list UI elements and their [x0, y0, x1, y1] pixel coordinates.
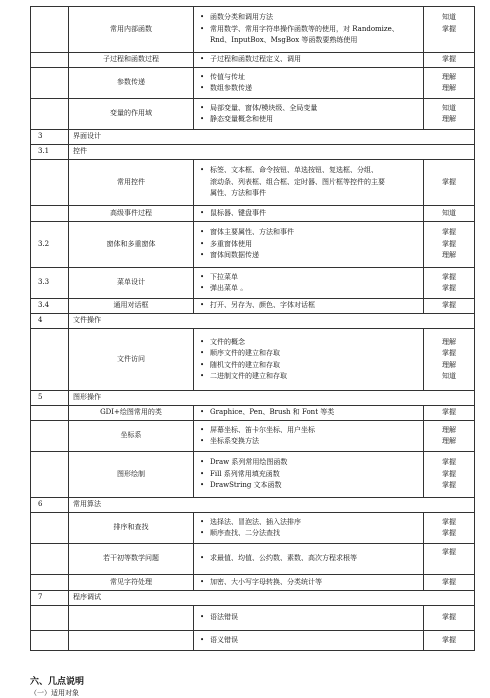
content-cell: [194, 99, 424, 130]
level-cell: [424, 160, 475, 206]
level-label: 掌握: [442, 458, 456, 467]
content-item: 二进制文件的建立和存取: [210, 372, 287, 380]
level-label: 掌握: [442, 284, 456, 292]
topic-cell: 参数传递: [69, 68, 194, 99]
row-number: 3.2: [31, 222, 69, 268]
bullet-icon: •: [200, 24, 205, 33]
subsection-heading: （一）适用对象: [30, 689, 79, 697]
level-label: 掌握: [442, 548, 456, 556]
bullet-icon: •: [200, 635, 205, 644]
bullet-icon: •: [200, 458, 205, 467]
bullet-icon: •: [200, 337, 205, 346]
level-label: 理解: [442, 337, 456, 346]
content-item: 坐标系变换方法: [210, 437, 259, 445]
level-label: 掌握: [442, 517, 456, 526]
content-cell: [194, 206, 424, 222]
content-item: 鼠标器、键盘事件: [210, 208, 266, 217]
table-row: [31, 631, 475, 651]
section-row: [31, 391, 475, 406]
level-cell: [424, 53, 475, 68]
level-label: 知道: [442, 208, 456, 217]
level-cell: [424, 606, 475, 631]
table-row: [31, 53, 475, 68]
level-label: 掌握: [442, 24, 456, 33]
content-cell: [194, 421, 424, 452]
section-row: [31, 591, 475, 606]
level-label: 理解: [442, 251, 456, 260]
topic-cell: 图形绘制: [69, 452, 194, 498]
section-title: 文件操作: [69, 314, 475, 329]
level-label: 理解: [442, 437, 456, 445]
content-item: 子过程和函数过程定义、调用: [210, 55, 301, 64]
level-cell: [424, 513, 475, 544]
content-continuation: 滚动条、列表框、组合框、定时器、图片框等控件的主要: [210, 177, 385, 186]
content-item: Draw 系列常用绘图函数: [210, 458, 288, 467]
section-number: 3.1: [31, 145, 69, 160]
level-cell: [424, 206, 475, 222]
content-item: 局部变量、窗体/模块级、全局变量: [210, 103, 318, 112]
content-item: 语义错误: [210, 635, 238, 644]
section-number: 3: [31, 130, 69, 145]
level-cell: [424, 99, 475, 130]
topic-cell: 坐标系: [69, 421, 194, 452]
level-label: 掌握: [442, 469, 456, 478]
bullet-icon: •: [200, 284, 205, 292]
level-label: 掌握: [442, 301, 456, 310]
level-cell: [424, 452, 475, 498]
syllabus-table: [30, 6, 475, 651]
content-cell: [194, 329, 424, 391]
bullet-icon: •: [200, 517, 205, 526]
section-row: [31, 145, 475, 160]
topic-cell: 若干初等数学问题: [69, 544, 194, 575]
content-item: 屏幕坐标、笛卡尔坐标、用户坐标: [210, 425, 315, 434]
content-item: 选择法、冒泡法、插入法排序: [210, 517, 301, 526]
table-row: [31, 406, 475, 421]
bullet-icon: •: [200, 529, 205, 537]
level-cell: [424, 268, 475, 299]
content-item: 求最值、均值、公约数、素数、高次方程求根等: [210, 554, 357, 563]
bullet-icon: •: [200, 408, 205, 417]
content-cell: [194, 268, 424, 299]
content-item: 弹出菜单 。: [210, 284, 248, 292]
table-row: [31, 329, 475, 391]
content-cell: [194, 452, 424, 498]
content-item: 多重窗体使用: [210, 239, 252, 248]
level-label: 理解: [442, 360, 456, 369]
bullet-icon: •: [200, 372, 205, 380]
content-continuation: Rnd、InputBox、MsgBox 等函数要熟练使用: [210, 36, 358, 45]
topic-cell: 常用控件: [69, 160, 194, 206]
topic-cell: 文件访问: [69, 329, 194, 391]
bullet-icon: •: [200, 13, 205, 22]
table-row: [31, 222, 475, 268]
table-row: [31, 452, 475, 498]
topic-cell: 窗体和多重窗体: [69, 222, 194, 268]
section-heading: 六、几点说明: [30, 677, 85, 687]
section-number: 4: [31, 314, 69, 329]
content-cell: [194, 606, 424, 631]
topic-cell: 通用对话框: [69, 299, 194, 314]
section-title: 图形操作: [69, 391, 475, 406]
level-label: 理解: [442, 115, 456, 123]
level-cell: [424, 631, 475, 651]
level-label: 掌握: [442, 529, 456, 537]
bullet-icon: •: [200, 55, 205, 64]
level-label: 掌握: [442, 177, 456, 186]
table-row: [31, 421, 475, 452]
content-item: 数组参数传递: [210, 84, 252, 92]
table-row: [31, 575, 475, 591]
level-label: 掌握: [442, 239, 456, 248]
bullet-icon: •: [200, 360, 205, 369]
bullet-icon: •: [200, 301, 205, 310]
content-cell: [194, 299, 424, 314]
level-label: 掌握: [442, 408, 456, 417]
content-item: Fill 系列常用填充函数: [210, 469, 280, 478]
content-item: 下拉菜单: [210, 272, 238, 281]
level-label: 知道: [442, 372, 456, 380]
bullet-icon: •: [200, 554, 205, 563]
topic-cell: 常用内部函数: [69, 7, 194, 53]
topic-cell: 高级事件过程: [69, 206, 194, 222]
section-number: 6: [31, 498, 69, 513]
content-item: 顺序文件的建立和存取: [210, 349, 280, 357]
content-cell: [194, 544, 424, 575]
level-cell: [424, 544, 475, 575]
bullet-icon: •: [200, 577, 205, 586]
section-title: 界面设计: [69, 130, 475, 145]
section-number: 5: [31, 391, 69, 406]
level-cell: [424, 7, 475, 53]
level-label: 掌握: [442, 577, 456, 586]
content-item: Graphice、Pen、Brush 和 Font 等类: [210, 408, 335, 417]
content-item: 顺序查找、二分法查找: [210, 529, 280, 537]
content-item: 语法错误: [210, 613, 238, 622]
level-label: 掌握: [442, 635, 456, 644]
table-row: [31, 299, 475, 314]
table-row: [31, 68, 475, 99]
bullet-icon: •: [200, 103, 205, 112]
table-row: [31, 99, 475, 130]
content-item: DrawString 文本函数: [210, 481, 282, 490]
level-label: 知道: [442, 13, 456, 22]
level-label: 掌握: [442, 55, 456, 64]
level-cell: [424, 222, 475, 268]
level-cell: [424, 406, 475, 421]
row-number: 3.3: [31, 268, 69, 299]
syllabus-page: [30, 6, 475, 651]
section-title: 程序调试: [69, 591, 475, 606]
content-item: 标签、文本框、命令按钮、单选按钮、复选框、分组、: [210, 166, 378, 175]
content-cell: [194, 406, 424, 421]
bullet-icon: •: [200, 72, 205, 81]
level-label: 理解: [442, 72, 456, 81]
bullet-icon: •: [200, 251, 205, 260]
table-row: [31, 7, 475, 53]
bullet-icon: •: [200, 613, 205, 622]
content-continuation: 属性、方法和事件: [210, 189, 266, 198]
content-item: 常用数学、常用字符串操作函数等的使用，对 Randomize、: [210, 24, 399, 33]
level-label: 理解: [442, 84, 456, 92]
content-cell: [194, 53, 424, 68]
content-cell: [194, 631, 424, 651]
content-item: 加密、大小写字母转换、分类统计等: [210, 577, 322, 586]
section-title: 常用算法: [69, 498, 475, 513]
content-item: 打开、另存为、颜色、字体对话框: [210, 301, 315, 310]
bullet-icon: •: [200, 349, 205, 357]
content-cell: [194, 222, 424, 268]
section-row: [31, 498, 475, 513]
content-item: 窗体主要属性、方法和事件: [210, 228, 294, 237]
level-label: 掌握: [442, 481, 456, 490]
level-label: 掌握: [442, 613, 456, 622]
level-cell: [424, 421, 475, 452]
level-cell: [424, 299, 475, 314]
table-row: [31, 206, 475, 222]
topic-cell: 常见字符处理: [69, 575, 194, 591]
bullet-icon: •: [200, 437, 205, 445]
topic-cell: 子过程和函数过程: [69, 53, 194, 68]
bullet-icon: •: [200, 425, 205, 434]
level-cell: [424, 329, 475, 391]
bullet-icon: •: [200, 115, 205, 123]
table-row: [31, 606, 475, 631]
bullet-icon: •: [200, 272, 205, 281]
row-number: 3.4: [31, 299, 69, 314]
level-label: 理解: [442, 425, 456, 434]
table-row: [31, 160, 475, 206]
bullet-icon: •: [200, 166, 205, 175]
level-label: 掌握: [442, 228, 456, 237]
content-item: 文件的概念: [210, 337, 245, 346]
level-label: 掌握: [442, 349, 456, 357]
table-row: [31, 544, 475, 575]
bullet-icon: •: [200, 239, 205, 248]
content-item: 函数分类和调用方法: [210, 13, 273, 22]
content-cell: [194, 7, 424, 53]
section-row: [31, 314, 475, 329]
topic-cell: GDI+绘图常用的类: [69, 406, 194, 421]
topic-cell: 菜单设计: [69, 268, 194, 299]
content-item: 传值与传址: [210, 72, 245, 81]
level-cell: [424, 68, 475, 99]
section-number: 7: [31, 591, 69, 606]
content-item: 随机文件的建立和存取: [210, 360, 280, 369]
content-cell: [194, 575, 424, 591]
section-title: 控件: [69, 145, 475, 160]
row-number: [31, 7, 69, 53]
bullet-icon: •: [200, 228, 205, 237]
content-item: 静态变量概念和使用: [210, 115, 273, 123]
content-cell: [194, 513, 424, 544]
bullet-icon: •: [200, 469, 205, 478]
content-cell: [194, 68, 424, 99]
bullet-icon: •: [200, 208, 205, 217]
table-row: [31, 513, 475, 544]
topic-cell: 排序和查找: [69, 513, 194, 544]
level-label: 掌握: [442, 272, 456, 281]
section-row: [31, 130, 475, 145]
level-cell: [424, 575, 475, 591]
table-row: [31, 268, 475, 299]
topic-cell: 变量的作用域: [69, 99, 194, 130]
bullet-icon: •: [200, 84, 205, 92]
level-label: 知道: [442, 103, 456, 112]
bullet-icon: •: [200, 481, 205, 490]
content-item: 窗体间数据传递: [210, 251, 259, 260]
content-cell: [194, 160, 424, 206]
